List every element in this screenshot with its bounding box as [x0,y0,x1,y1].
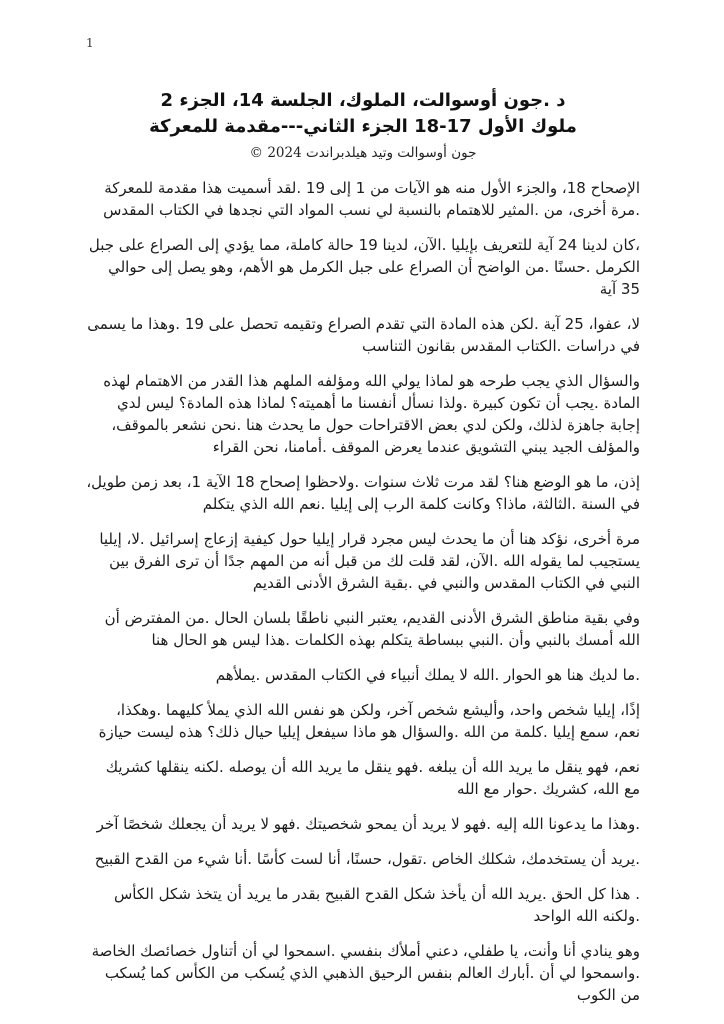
paragraph: ،كان لدينا 24 آية للتعريف بإيليا .الآن، لدينا 19 حالة كاملة، مما يؤدي إلى الصراع على جبل الكرمل .حسنًا .من الواضح أن الصراع على جبل الكرمل هو الأهم، وهو يصل إلى حوالي 35 آية [88,236,640,298]
paragraph: .يريد أن يستخدمك، شكلك الخاص .تقول، حسنًا، أنا لست كأسًا .أنا شيء من القدح القبيح [94,850,640,868]
title-block [86,88,640,140]
page-number: 1 [86,36,94,50]
paragraph: نعم، فهو ينقل ما يريد الله أن يبلغه .فهو ينقل ما يريد الله أن يوصله .لكنه ينقلها كشريك مع الله، كشريك .حوار مع الله [105,758,640,798]
paragraph: .ما لديك هنا هو الحوار .الله لا يملك أنبياء في الكتاب المقدس .يملأهم [215,666,640,684]
paragraph: .وهذا ما يدعونا الله إليه .فهو لا يريد أن يمحو شخصيتك .فهو لا يريد أن يجعلك شخصًا آخر [96,815,640,833]
paragraph: إذًا، إيليا شخص واحد، وأليشع شخص آخر، ولكن هو نفس الله الذي يملأ كليهما .وهكذا، نعم، سمع إيليا .كلمة من الله .والسؤال هو ماذا سيفعل إيليا حيال ذلك؟ هذه ليست حيازة [98,701,640,741]
document-title-line-2: ملوك الأول 17-18 الجزء الثاني---مقدمة للمعركة [149,116,577,137]
copyright-line: جون أوسوالت وتيد هيلدبراندت 2024 © [249,145,477,161]
paragraph: وهو ينادي أنا وأنت، يا طفلي، دعني أملأك بنفسي .اسمحوا لي أن أتناول خصائصك الخاصة .واسمحوا لي أن .أبارك العالم بنفس الرحيق الذهبي الذي يُسكب من الكأس كما يُسكب من الكوب [91,942,640,1004]
paragraph: لا، عفوا، 25 آية .لكن هذه المادة التي تقدم الصراع وتقيمه تحصل على 19 .وهذا ما يسمى في دراسات .الكتاب المقدس بقانون التناسب [87,315,640,355]
body-text [86,177,640,1006]
document-title-line-1: د .جون أوسوالت، الملوك، الجلسة 14، الجزء 2 [160,90,566,111]
paragraph: . هذا كل الحق .يريد الله أن يأخذ شكل القدح القبيح بقدر ما يريد أن يتخذ شكل الكأس .ولكنه الله الواحد [114,885,640,925]
paragraph: إذن، ما هو الوضع هنا؟ لقد مرت ثلاث سنوات .ولاحظوا إصحاح 18 الآية 1، بعد زمن طويل، في السنة .الثالثة، ماذا؟ وكانت كلمة الرب إلى إيليا .نعم الله الذي يتكلم [86,473,640,513]
paragraph: مرة أخرى، نؤكد هنا أن ما يحدث ليس مجرد قرار إيليا حول كيفية إزعاج إسرائيل .لا، إيليا يستجيب لما يقوله الله .الآن، لقد قلت لك من قبل أنه من المهم جدًا أن ترى الفرق بين النبي في الكتاب المقدس والنبي في .بقية الشرق الأدنى القديم [99,530,640,592]
paragraph: والسؤال الذي يجب طرحه هو لماذا يولي الله ومؤلفه الملهم هذا القدر من الاهتمام لهذه المادة .يجب أن تكون كبيرة .ولذا نسأل أنفسنا ما أهميته؟ لماذا هذه المادة؟ ليس لدي إجابة جاهزة لذلك، ولكن لدي بعض الاقتراحات حول ما يحدث هنا .نحن نشعر بالموقف، والمؤلف الجيد يبني التشويق عندما يعرض الموقف .أمامنا، نحن القراء [103,372,640,456]
paragraph: وفي بقية مناطق الشرق الأدنى القديم، يعتبر النبي ناطقًا بلسان الحال .من المفترض أن الله أمسك بالنبي وأن .النبي ببساطة يتكلم بهذه الكلمات .هذا ليس هو الحال هنا [104,609,640,649]
paragraph: الإصحاح 18، والجزء الأول منه هو الآيات من 1 إلى 19 .لقد أسميت هذا مقدمة للمعركة .مرة أخرى، من .المثير للاهتمام بالنسبة لي نسب المواد التي نجدها في الكتاب المقدس [103,179,640,219]
